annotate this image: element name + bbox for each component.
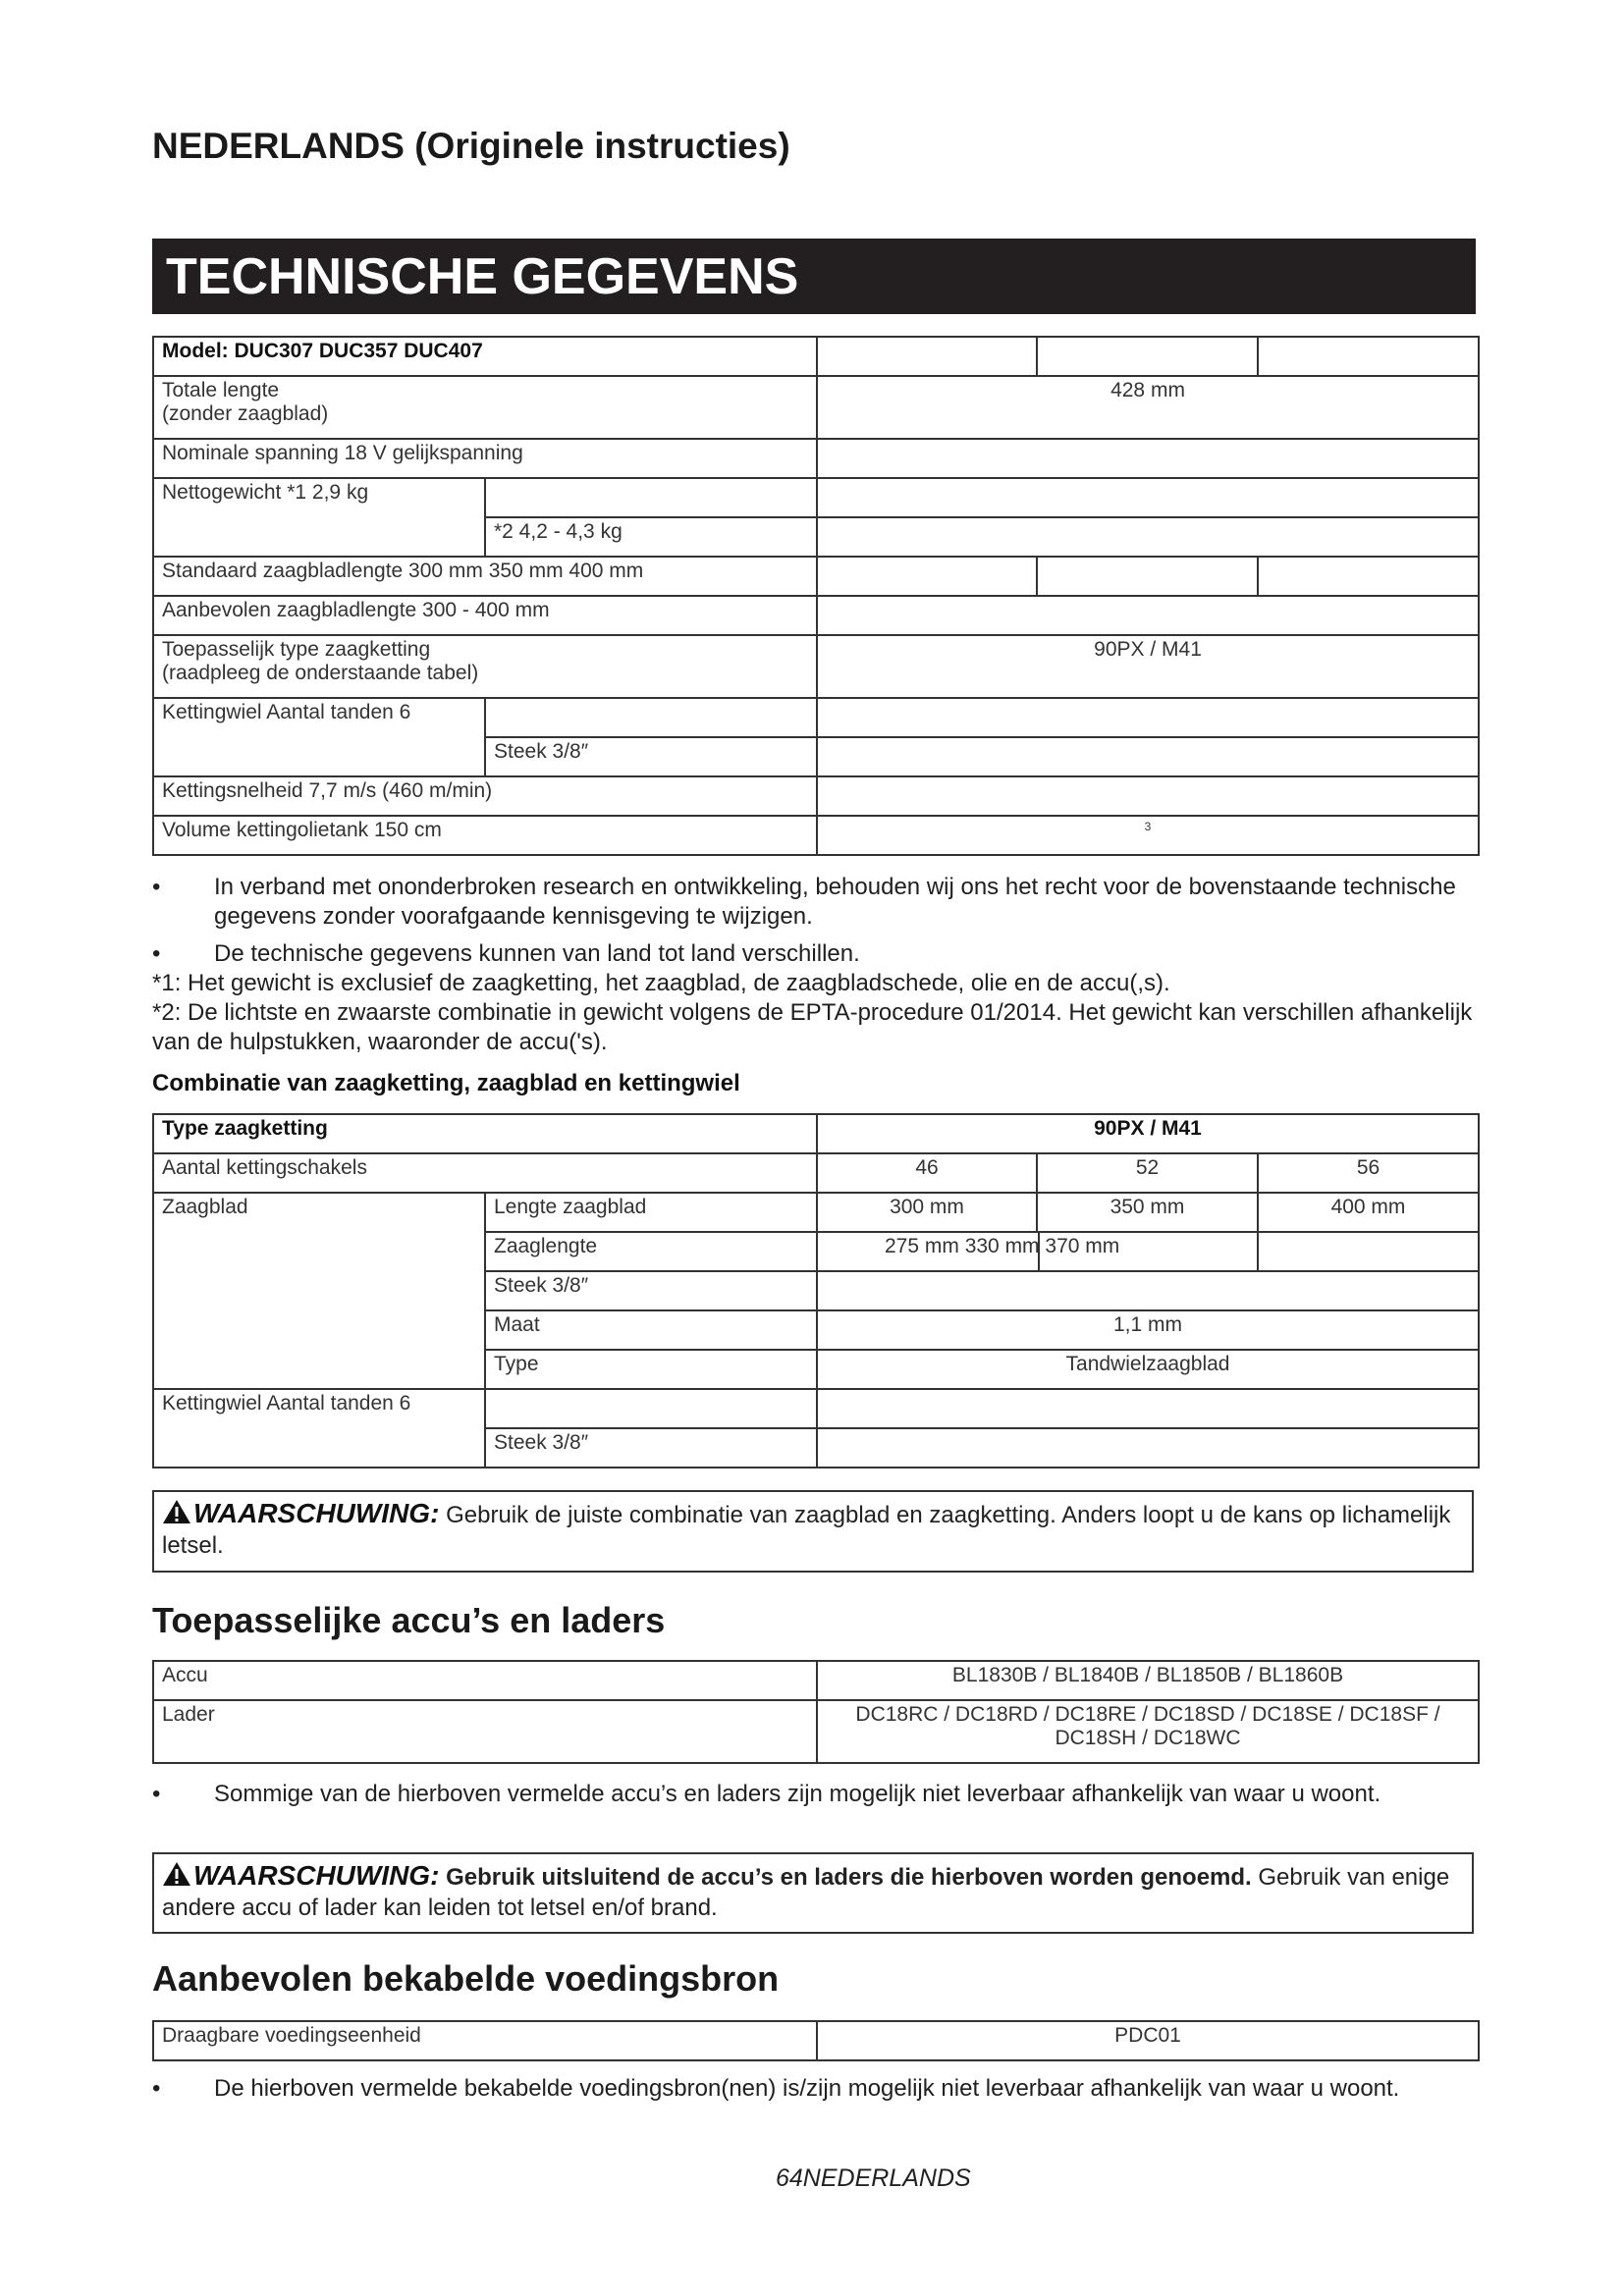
links-value: 46 <box>817 1153 1037 1193</box>
battery-value: BL1830B / BL1840B / BL1850B / BL1860B <box>817 1661 1479 1700</box>
footnote-1: *1: Het gewicht is exclusief de zaagketting, het zaagblad, de zaagbladschede, olie en de accu(,s). <box>152 970 1170 996</box>
chain-type-header: Type zaagketting <box>153 1114 817 1153</box>
total-length-sub: (zonder zaagblad) <box>162 402 329 425</box>
type-label: Type <box>485 1350 817 1389</box>
empty-cell <box>485 478 817 517</box>
table-row <box>153 1193 1479 1232</box>
section-banner <box>152 239 1476 314</box>
empty-cell <box>817 1428 1479 1468</box>
net-weight-2: *2 4,2 - 4,3 kg <box>485 517 817 557</box>
table-row <box>153 1114 1479 1153</box>
table-row <box>153 337 1479 376</box>
table-row <box>153 1153 1479 1193</box>
empty-cell <box>1258 1232 1479 1271</box>
charger-value-line-1: DC18RC / DC18RD / DC18RE / DC18SD / DC18SE / DC18SF / <box>855 1703 1440 1726</box>
warning-triangle-icon <box>162 1861 191 1887</box>
bullet-text: Sommige van de hierboven vermelde accu’s en laders zijn mogelijk niet leverbaar afhankelijk van waar u woont. <box>214 1781 1381 1807</box>
warning-bold-text: Gebruik uitsluitend de accu’s en laders die hierboven worden genoemd. <box>439 1864 1252 1891</box>
links-value: 56 <box>1258 1153 1479 1193</box>
empty-cell <box>817 557 1037 596</box>
table-row <box>153 557 1479 596</box>
empty-cell <box>1037 337 1258 376</box>
table-row <box>153 816 1479 855</box>
warning-triangle-icon <box>162 1499 191 1524</box>
empty-cell <box>817 596 1479 635</box>
table-row <box>153 776 1479 816</box>
charger-value-line-2: DC18SH / DC18WC <box>1055 1727 1241 1749</box>
chain-type-text: Toepasselijk type zaagketting <box>162 638 431 661</box>
cut-length-cell <box>817 1232 1258 1271</box>
bar-length-label: Lengte zaagblad <box>485 1193 817 1232</box>
bullet-dot: • <box>152 2075 161 2102</box>
spec-table <box>152 336 1480 856</box>
empty-cell <box>817 698 1479 737</box>
sprocket-label: Kettingwiel Aantal tanden 6 <box>153 1389 485 1468</box>
empty-cell <box>817 1271 1479 1310</box>
net-weight: Nettogewicht *1 2,9 kg <box>153 478 485 557</box>
recommended-bar-length: Aanbevolen zaagbladlengte 300 - 400 mm <box>153 596 817 635</box>
links-label: Aantal kettingschakels <box>153 1153 817 1193</box>
empty-cell <box>1037 557 1258 596</box>
footnote-2: *2: De lichtste en zwaarste combinatie in gewicht volgens de EPTA-procedure 01/2014. Het gewicht kan verschillen afhankelijk van de hulpstukken, waaronder de accu('s). <box>152 999 1473 1055</box>
table-row <box>153 2021 1479 2060</box>
empty-cell <box>817 737 1479 776</box>
warning-text: Gebruik de juiste combinatie van zaagblad en zaagketting. Anders loopt u de kans op lichamelijk letsel. <box>162 1502 1451 1559</box>
bullet-text: In verband met ononderbroken research en ontwikkeling, behouden wij ons het recht voor de bovenstaande technische gegevens zonder voorafgaande kennisgeving te wijzigen. <box>214 874 1456 930</box>
empty-cell <box>817 776 1479 816</box>
table-row <box>153 698 1479 737</box>
banner-title: TECHNISCHE GEGEVENS <box>166 248 799 305</box>
empty-cell <box>817 478 1479 517</box>
bar-length-value: 350 mm <box>1037 1193 1258 1232</box>
table-row <box>153 1389 1479 1428</box>
warning-label: WAARSCHUWING: <box>193 1498 440 1528</box>
type-value: Tandwielzaagblad <box>817 1350 1479 1389</box>
model-label: Model: DUC307 DUC357 DUC407 <box>153 337 817 376</box>
table-row <box>153 376 1479 439</box>
empty-cell <box>485 698 817 737</box>
gauge-value: 1,1 mm <box>817 1310 1479 1350</box>
charger-label: Lader <box>153 1700 817 1763</box>
bullet-text: De hierboven vermelde bekabelde voedingsbron(nen) is/zijn mogelijk niet leverbaar afhankelijk van waar u woont. <box>214 2075 1400 2102</box>
empty-cell <box>817 439 1479 478</box>
chain-speed: Kettingsnelheid 7,7 m/s (460 m/min) <box>153 776 817 816</box>
bullet-dot: • <box>152 874 161 900</box>
oil-tank-unit <box>817 816 1479 855</box>
rated-voltage: Nominale spanning 18 V gelijkspanning <box>153 439 817 478</box>
total-length-value: 428 mm <box>817 376 1479 439</box>
warning-label: WAARSCHUWING: <box>193 1860 440 1891</box>
power-source-heading: Aanbevolen bekabelde voedingsbron <box>152 1958 780 1999</box>
total-length-label <box>153 376 817 439</box>
bullet-text: De technische gegevens kunnen van land tot land verschillen. <box>214 940 860 967</box>
battery-table <box>152 1660 1480 1764</box>
empty-cell <box>817 517 1479 557</box>
standard-bar-length: Standaard zaagbladlengte 300 mm 350 mm 400 mm <box>153 557 817 596</box>
warning-box-1 <box>152 1490 1474 1573</box>
warning-box-2 <box>152 1852 1474 1934</box>
empty-cell <box>1258 557 1479 596</box>
links-value: 52 <box>1037 1153 1258 1193</box>
charger-value <box>817 1700 1479 1763</box>
bar-length-value: 300 mm <box>817 1193 1037 1232</box>
oil-tank-superscript: 3 <box>1144 820 1152 833</box>
battery-note <box>152 1780 1478 1809</box>
cut-length-values: 275 mm 330 mm 370 mm <box>885 1235 1120 1257</box>
chain-type-label <box>153 635 817 698</box>
total-length-text: Totale lengte <box>162 379 280 401</box>
bar-length-value: 400 mm <box>1258 1193 1479 1232</box>
combination-table <box>152 1113 1480 1468</box>
batteries-heading: Toepasselijke accu’s en laders <box>152 1600 666 1640</box>
note-bullet-2 <box>152 939 1478 969</box>
empty-cell <box>817 337 1037 376</box>
bullet-dot: • <box>152 1781 161 1807</box>
power-source-note <box>152 2074 1478 2104</box>
bullet-dot: • <box>152 940 161 967</box>
battery-label: Accu <box>153 1661 817 1700</box>
table-row <box>153 439 1479 478</box>
chain-type-header-value: 90PX / M41 <box>817 1114 1479 1153</box>
chain-type-value: 90PX / M41 <box>817 635 1479 698</box>
table-row <box>153 1661 1479 1700</box>
warning-text: Gebruik van enige andere accu of lader kan leiden tot letsel en/of brand. <box>162 1864 1450 1921</box>
language-title: NEDERLANDS (Originele instructies) <box>152 126 790 166</box>
combination-heading: Combinatie van zaagketting, zaagblad en kettingwiel <box>152 1070 740 1096</box>
table-row <box>153 1700 1479 1763</box>
power-source-value: PDC01 <box>817 2021 1479 2060</box>
table-row <box>153 478 1479 517</box>
empty-cell <box>1258 337 1479 376</box>
bar-label: Zaagblad <box>153 1193 485 1389</box>
page-footer: 64NEDERLANDS <box>776 2164 971 2192</box>
sprocket-pitch: Steek 3/8″ <box>485 737 817 776</box>
power-source-table <box>152 2020 1480 2061</box>
oil-tank: Volume kettingolietank 150 cm <box>153 816 817 855</box>
power-source-label: Draagbare voedingseenheid <box>153 2021 817 2060</box>
pitch-label: Steek 3/8″ <box>485 1271 817 1310</box>
sprocket-teeth: Kettingwiel Aantal tanden 6 <box>153 698 485 776</box>
empty-cell <box>817 1389 1479 1428</box>
gauge-label: Maat <box>485 1310 817 1350</box>
cut-length-label: Zaaglengte <box>485 1232 817 1271</box>
note-bullet-1 <box>152 873 1478 932</box>
sprocket-pitch: Steek 3/8″ <box>485 1428 817 1468</box>
chain-type-sub: (raadpleeg de onderstaande tabel) <box>162 662 479 684</box>
table-row <box>153 635 1479 698</box>
empty-cell <box>485 1389 817 1428</box>
table-row <box>153 596 1479 635</box>
